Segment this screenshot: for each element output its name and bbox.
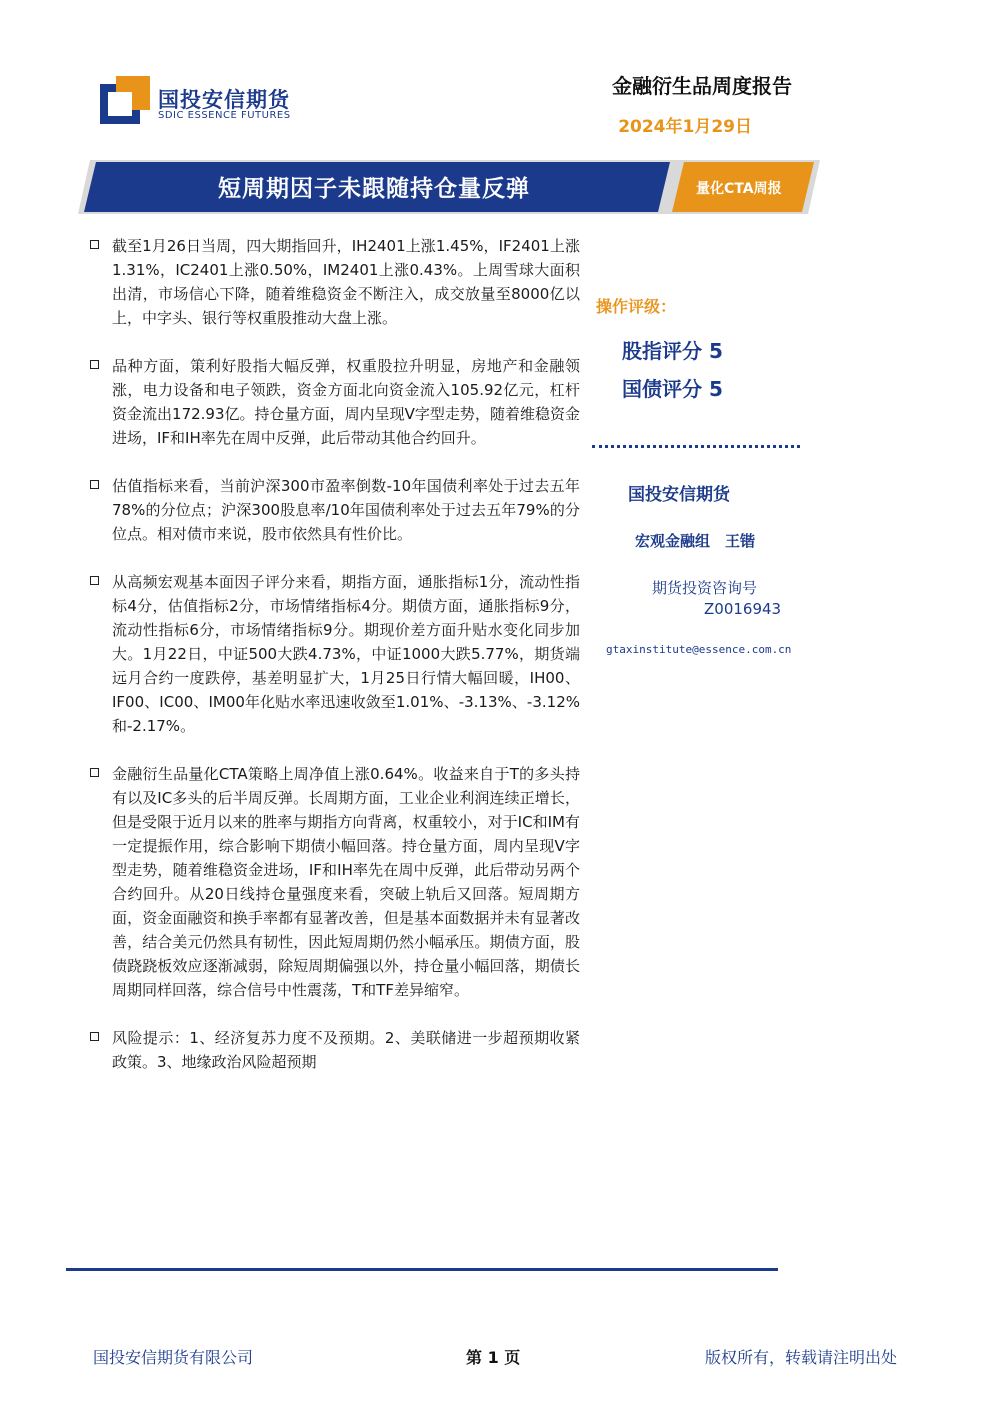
bullet-text: 截至1月26日当周，四大期指回升，IH2401上涨1.45%，IF2401上涨1.31%，IC2401上涨0.50%，IM2401上涨0.43%。上周雪球大面积出清，市场信心下降，随着维稳资金不断注入，成交放量至8000亿以上，中字头、银行等权重股推动大盘上涨。 [112, 237, 580, 327]
bullet-risk-warning [90, 1026, 580, 1074]
logo-text-cn: 国投安信期货 [158, 88, 290, 112]
bullet-text: 金融衍生品量化CTA策略上周净值上涨0.64%。收益来自于T的多头持有以及IC多头的后半周反弹。长周期方面，工业企业利润连续正增长，但是受限于近月以来的胜率与期指方向背离，权重较小，对于IC和IM有一定提振作用，综合影响下期债小幅回落。持仓量方面，周内呈现V字型走势，随着维稳资金进场，IF和IH率先在周中反弹，此后带动另两个合约回升。从20日线持仓量强度来看，突破上轨后又回落。短周期方面，资金面融资和换手率都有显著改善，但是基本面数据并未有显著改善，结合美元仍然具有韧性，因此短周期仍然小幅承压。期债方面，股债跷跷板效应逐渐减弱，除短周期偏强以外，持仓量小幅回落，期债长周期同样回落，综合信号中性震荡，T和TF差异缩窄。 [112, 765, 580, 999]
org-name: 国投安信期货 [628, 485, 730, 505]
checkbox-bullet-icon [90, 360, 99, 369]
rating-stock-index: 股指评分 5 [622, 339, 723, 363]
rating-treasury: 国债评分 5 [622, 377, 723, 401]
dotted-divider [592, 445, 800, 448]
bullet-text: 风险提示：1、经济复苏力度不及预期。2、美联储进一步超预期收紧政策。3、地缘政治风险超预期 [112, 1029, 580, 1071]
report-type-title: 金融衍生品周度报告 [612, 74, 792, 98]
checkbox-bullet-icon [90, 768, 99, 777]
bullet-valuation [90, 474, 580, 546]
contact-email[interactable]: gtaxinstitute@essence.com.cn [606, 643, 792, 656]
bullet-market-review [90, 234, 580, 330]
footer-company: 国投安信期货有限公司 [93, 1348, 254, 1367]
analyst-name: 宏观金融组 王锴 [635, 532, 756, 550]
summary-bullets [90, 234, 580, 1098]
bullet-text: 品种方面，策利好股指大幅反弹，权重股拉升明显，房地产和金融领涨，电力设备和电子领跌，资金方面北向资金流入105.92亿元，杠杆资金流出172.93亿。持仓量方面，周内呈现V字型走势，随着维稳资金进场，IF和IH率先在周中反弹，此后带动其他合约回升。 [112, 357, 580, 447]
footer-copyright: 版权所有，转载请注明出处 [704, 1348, 897, 1367]
bullet-macro-factors [90, 570, 580, 738]
checkbox-bullet-icon [90, 1032, 99, 1041]
bullet-sector-review [90, 354, 580, 450]
report-date: 2024年1月29日 [618, 117, 752, 137]
report-title: 短周期因子未跟随持仓量反弹 [218, 176, 530, 202]
footer-divider [66, 1268, 778, 1271]
company-logo [100, 72, 300, 128]
checkbox-bullet-icon [90, 480, 99, 489]
rating-label: 操作评级： [596, 297, 677, 316]
checkbox-bullet-icon [90, 240, 99, 249]
bullet-cta-strategy [90, 762, 580, 1002]
logo-mark-icon [100, 76, 150, 124]
license-number: Z0016943 [704, 600, 782, 618]
license-label: 期货投资咨询号 [652, 579, 758, 597]
bullet-text: 从高频宏观基本面因子评分来看，期指方面，通胀指标1分，流动性指标4分，估值指标2分，市场情绪指标4分。期债方面，通胀指标9分，流动性指标6分，市场情绪指标9分。期现价差方面升贴水变化同步加大。1月22日，中证500大跌4.73%，中证1000大跌5.77%，期货端远月合约一度跌停，基差明显扩大，1月25日行情大幅回暖，IH00、IF00、IC00、IM00年化贴水率迅速收敛至1.01%、-3.13%、-3.12%和-2.17%。 [112, 573, 580, 735]
report-category-tag: 量化CTA周报 [696, 181, 782, 197]
bullet-text: 估值指标来看，当前沪深300市盈率倒数-10年国债利率处于过去五年78%的分位点；沪深300股息率/10年国债利率处于过去五年79%的分位点。相对债市来说，股市依然具有性价比。 [112, 477, 580, 543]
logo-text-en: SDIC ESSENCE FUTURES [158, 110, 291, 121]
page-number: 第 1 页 [466, 1348, 521, 1367]
checkbox-bullet-icon [90, 576, 99, 585]
title-banner [78, 160, 820, 214]
